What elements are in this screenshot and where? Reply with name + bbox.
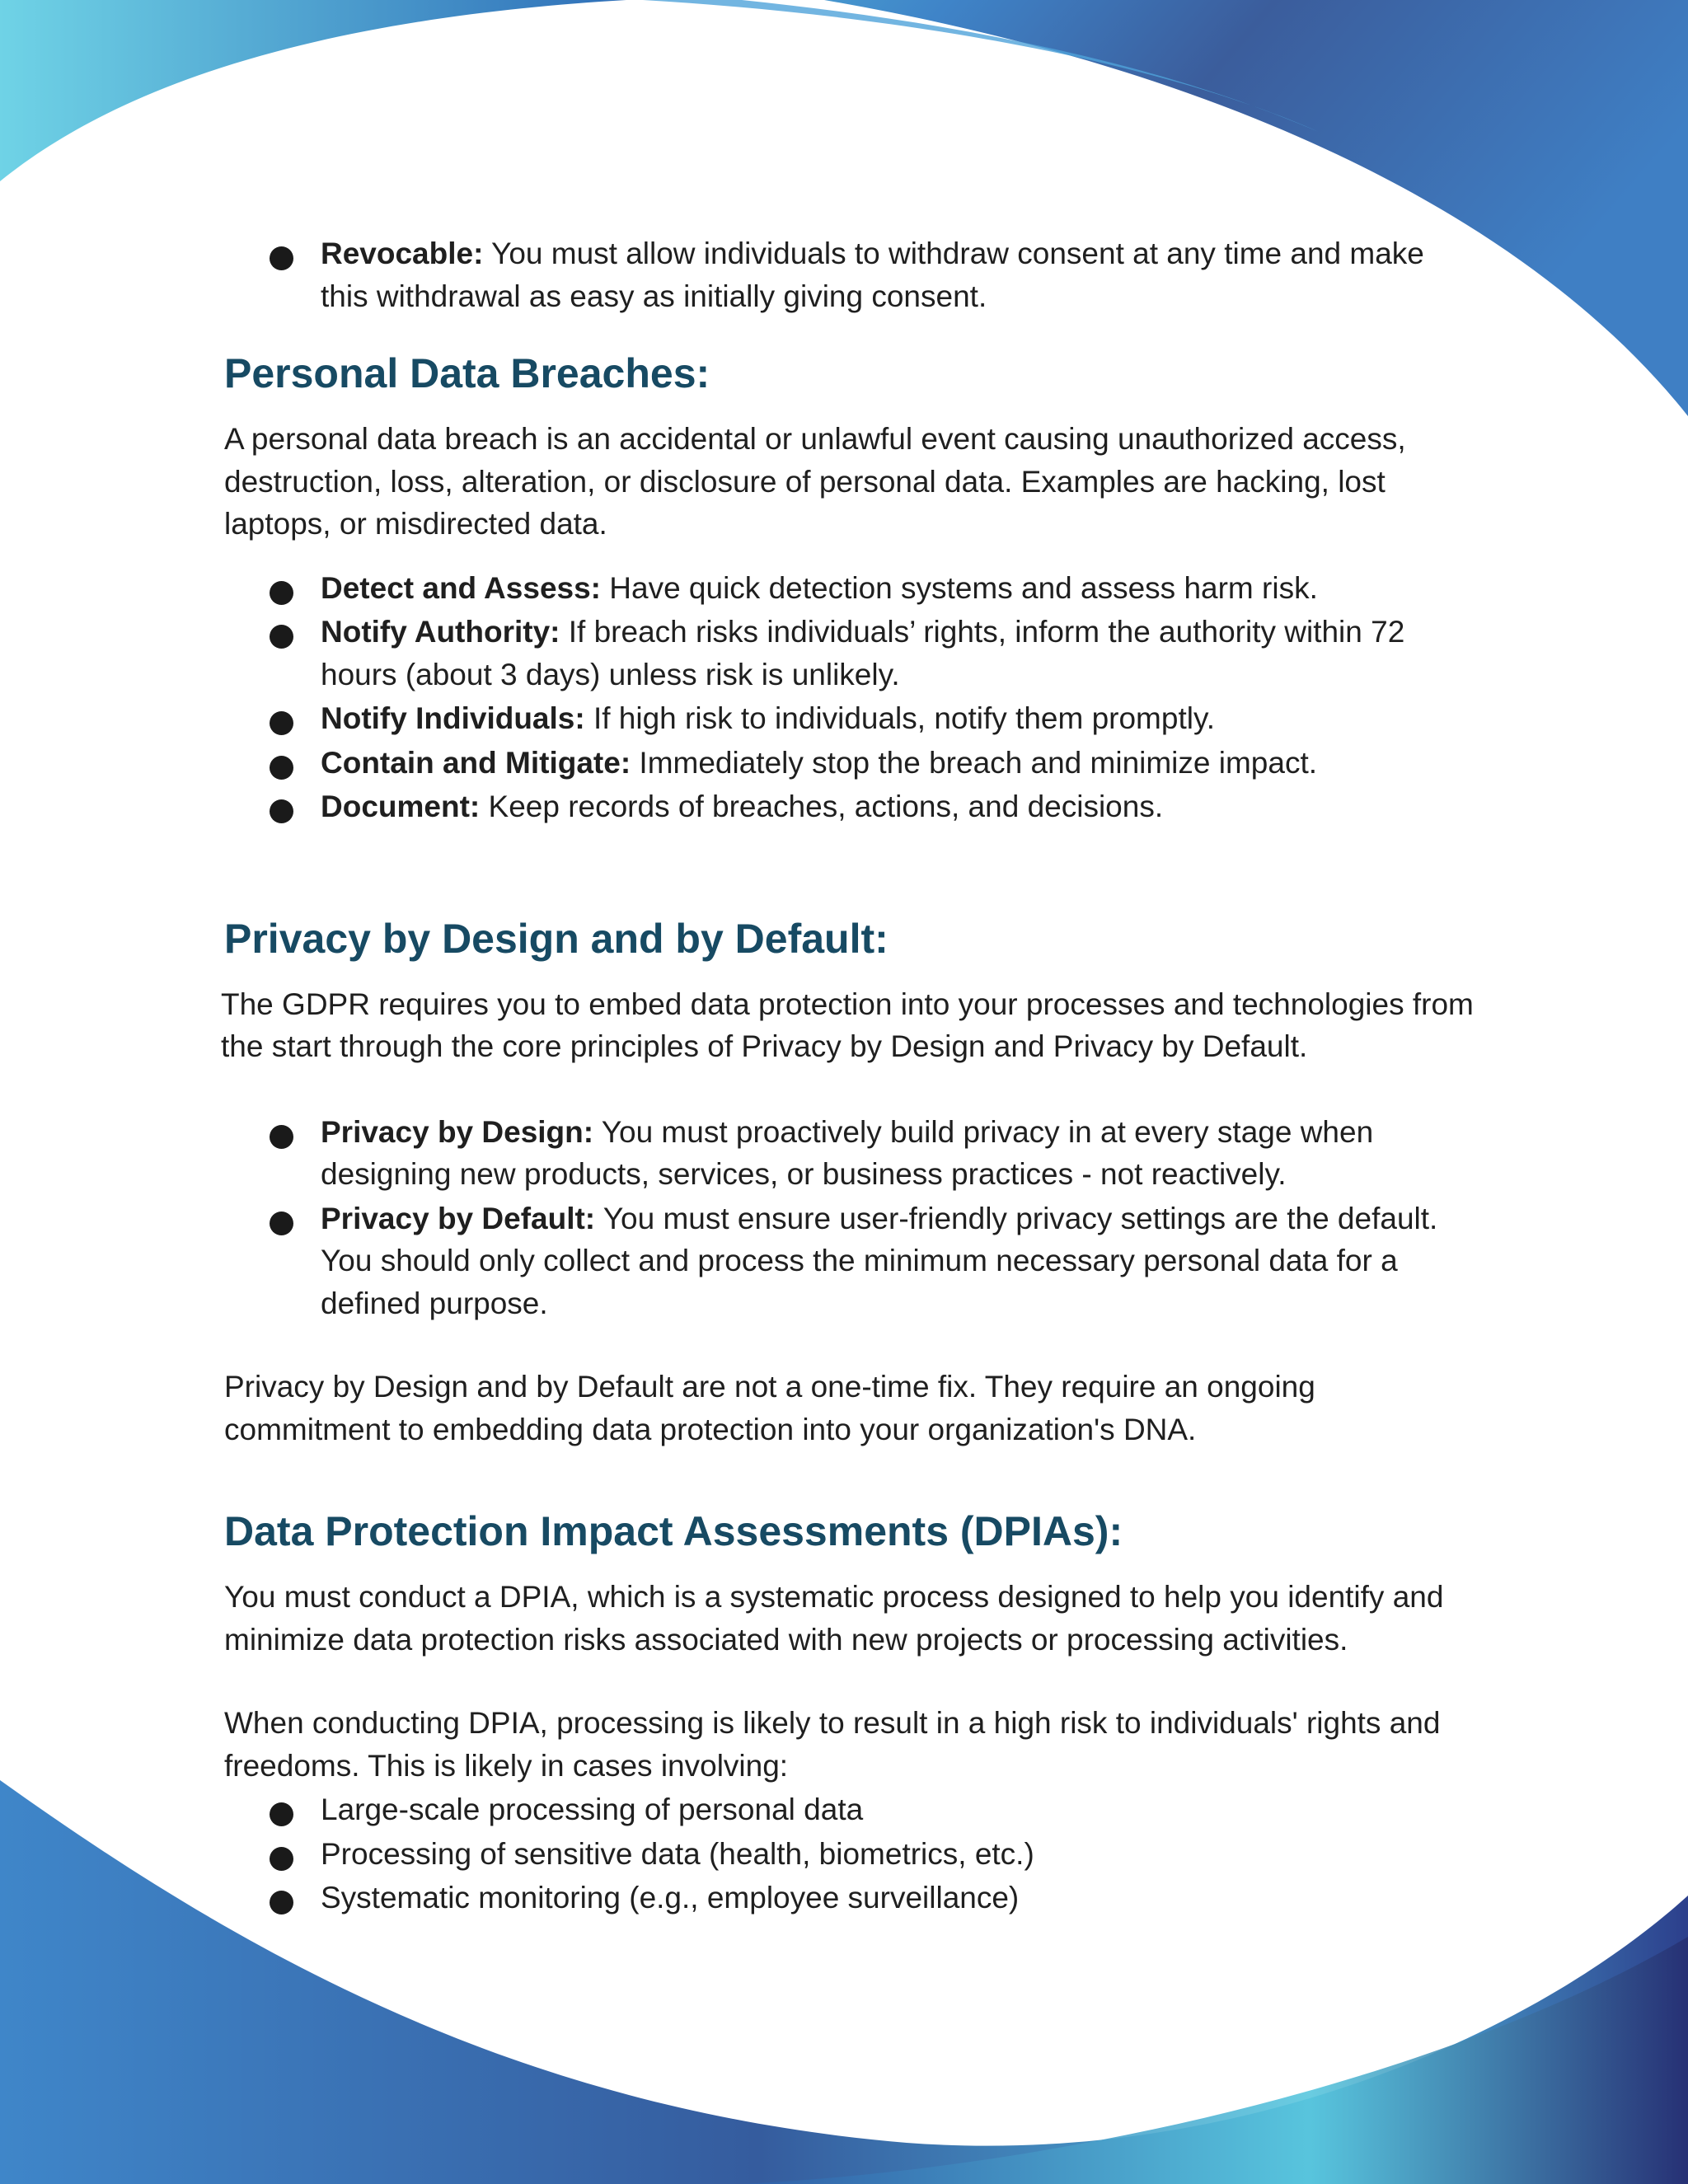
list-item <box>224 697 1477 740</box>
dpia-list <box>224 1788 1477 1919</box>
bullet-icon <box>270 1125 293 1149</box>
list-item <box>224 1788 1477 1831</box>
bullet-term: Document: <box>321 790 481 823</box>
list-item <box>224 1833 1477 1876</box>
bullet-term: Contain and Mitigate: <box>321 745 631 780</box>
list-item <box>224 742 1477 785</box>
consent-list <box>224 232 1477 317</box>
dpia-section <box>224 1507 1477 1919</box>
privacy-list <box>224 1111 1477 1325</box>
bullet-icon <box>270 711 293 735</box>
bullet-icon <box>270 1891 293 1915</box>
bullet-text: You must proactively build privacy in at every stage when designing new products, services, or business practices - not reactively. <box>321 1114 1374 1191</box>
bullet-text: Keep records of breaches, actions, and decisions. <box>480 790 1164 823</box>
section-paragraph: A personal data breach is an accidental or unlawful event causing unauthorized access, destruction, loss, alteration, or disclosure of personal data. Examples are hacking, lost laptops, or misdirected data. <box>224 422 1406 541</box>
bullet-term: Notify Authority: <box>321 615 560 649</box>
list-item <box>224 785 1477 828</box>
bullet-text: Processing of sensitive data (health, biometrics, etc.) <box>321 1836 1034 1871</box>
section-heading: Data Protection Impact Assessments (DPIAs): <box>224 1508 1123 1554</box>
bullet-icon <box>270 1802 293 1826</box>
list-item <box>224 232 1477 317</box>
privacy-section <box>221 914 1477 1451</box>
list-item <box>224 1197 1477 1325</box>
bullet-icon <box>270 625 293 649</box>
list-item <box>224 1111 1477 1196</box>
section-paragraph: You must conduct a DPIA, which is a systematic process designed to help you identify and minimize data protection risks associated with new projects or processing activities. <box>224 1580 1444 1657</box>
bullet-icon <box>270 756 293 780</box>
breaches-list <box>224 567 1477 828</box>
breaches-section <box>224 349 1477 828</box>
bullet-term: Privacy by Default: <box>321 1201 596 1235</box>
section-closing: Privacy by Design and by Default are not a one-time fix. They require an ongoing commitment to embedding data protection into your organization's DNA. <box>224 1370 1315 1446</box>
bullet-term: Detect and Assess: <box>321 570 601 605</box>
bullet-text: You must ensure user-friendly privacy settings are the default. You should only collect and process the minimum necessary personal data for a defined purpose. <box>321 1201 1438 1320</box>
bullet-icon <box>270 799 293 823</box>
list-item <box>224 611 1477 696</box>
bullet-text: You must allow individuals to withdraw consent at any time and make this withdrawal as easy as initially giving consent. <box>321 237 1424 313</box>
section-heading: Privacy by Design and by Default: <box>224 915 889 962</box>
top-left-wave <box>0 0 626 181</box>
bullet-text: If high risk to individuals, notify them promptly. <box>584 701 1215 735</box>
bullet-icon <box>270 581 293 605</box>
bullet-text: Have quick detection systems and assess harm risk. <box>601 570 1318 605</box>
bullet-term: Revocable: <box>321 237 484 270</box>
bullet-text: Large-scale processing of personal data <box>321 1793 864 1826</box>
section-heading: Personal Data Breaches: <box>224 350 710 396</box>
bullet-text: Systematic monitoring (e.g., employee surveillance) <box>321 1881 1020 1915</box>
bullet-icon <box>270 1212 293 1235</box>
bullet-text: If breach risks individuals’ rights, inform the authority within 72 hours (about 3 days) unless risk is unlikely. <box>321 615 1405 691</box>
document-body <box>221 232 1477 1921</box>
bullet-term: Privacy by Design: <box>321 1114 594 1149</box>
bullet-term: Notify Individuals: <box>321 701 585 735</box>
section-paragraph: The GDPR requires you to embed data protection into your processes and technologies from the start through the core principles of Privacy by Design and Privacy by Default. <box>221 987 1474 1063</box>
section-paragraph: When conducting DPIA, processing is likely to result in a high risk to individuals' rights and freedoms. This is likely in cases involving: <box>224 1706 1441 1783</box>
bullet-icon <box>270 246 293 270</box>
bullet-text: Immediately stop the breach and minimize impact. <box>631 745 1318 780</box>
list-item <box>224 567 1477 610</box>
list-item <box>224 1877 1477 1919</box>
bullet-icon <box>270 1847 293 1871</box>
